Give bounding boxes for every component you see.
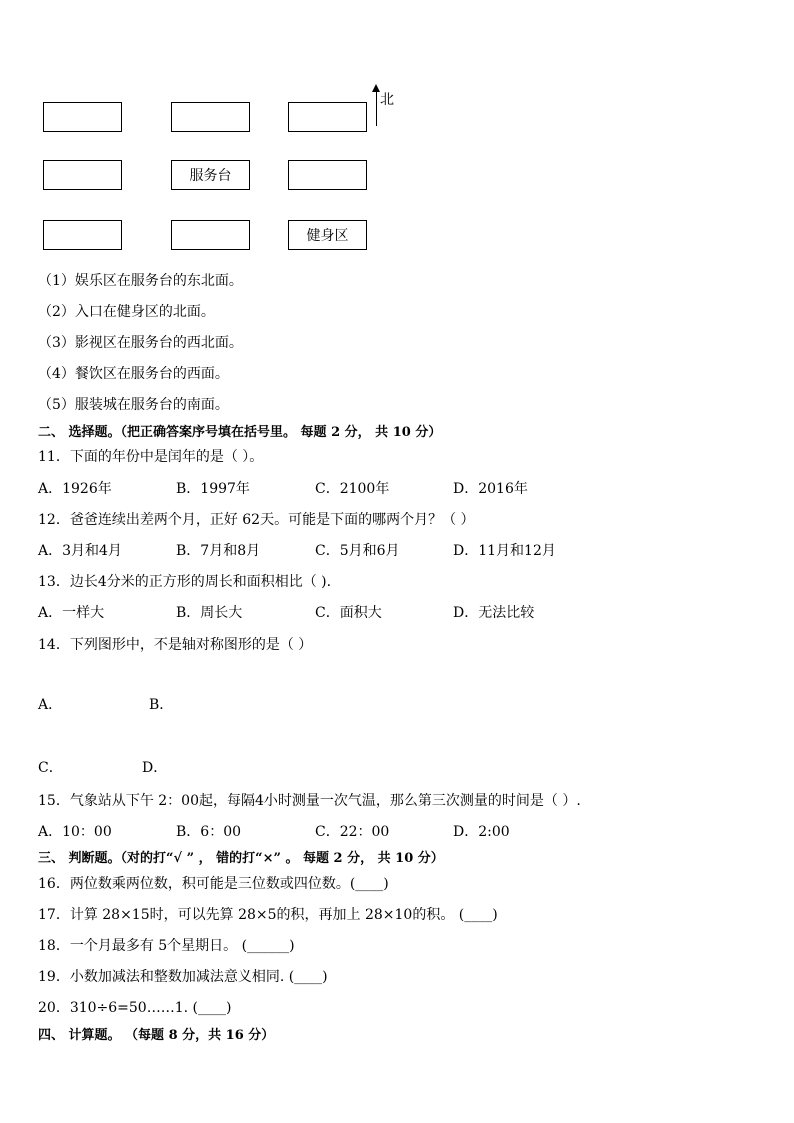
q15-option-a: A．10：00	[38, 824, 112, 840]
map-box-2	[171, 102, 250, 132]
q13-option-a: A．一样大	[38, 605, 105, 621]
judgment-16: 16．两位数乘两位数，积可能是三位数或四位数。(____)	[38, 876, 389, 892]
question-12: 12．爸爸连续出差两个月，正好 62天。可能是下面的哪两个月？（ ）	[38, 512, 475, 528]
q12-option-b: B．7月和8月	[176, 543, 261, 559]
q12-option-c: C．5月和6月	[315, 543, 400, 559]
q11-option-c: C．2100年	[315, 481, 390, 497]
q15-option-c: C．22：00	[315, 824, 390, 840]
q12-option-a: A．3月和4月	[38, 543, 122, 559]
q12-option-d: D．11月和12月	[453, 543, 556, 559]
q11-option-a: A．1926年	[38, 481, 112, 497]
q14-option-a: A．	[38, 697, 63, 713]
q15-option-d: D．2:00	[453, 824, 510, 840]
map-box-service-desk: 服务台	[171, 160, 250, 190]
q13-option-b: B．周长大	[176, 605, 243, 621]
question-11: 11．下面的年份中是闰年的是（ ）。	[38, 449, 264, 465]
statement-2: （2）入口在健身区的北面。	[38, 304, 215, 320]
q13-option-d: D．无法比较	[453, 605, 535, 621]
statement-4: （4）餐饮区在服务台的西面。	[38, 366, 229, 382]
map-box-7	[43, 220, 122, 250]
q11-option-d: D．2016年	[453, 481, 528, 497]
map-box-1	[43, 102, 122, 132]
q13-option-c: C．面积大	[315, 605, 382, 621]
map-box-6	[288, 160, 367, 190]
statement-5: （5）服装城在服务台的南面。	[38, 397, 229, 413]
judgment-19: 19．小数加减法和整数加减法意义相同. (____)	[38, 969, 328, 985]
map-box-3	[288, 102, 367, 132]
q14-option-b: B．	[149, 697, 174, 713]
q11-option-b: B．1997年	[176, 481, 250, 497]
q15-option-b: B．6：00	[176, 824, 242, 840]
question-13: 13．边长4分米的正方形的周长和面积相比（ ).	[38, 574, 332, 590]
map-box-gym: 健身区	[288, 220, 367, 250]
map-box-8	[171, 220, 250, 250]
statement-3: （3）影视区在服务台的西北面。	[38, 335, 243, 351]
north-arrow-shaft	[376, 86, 377, 126]
section-4-heading: 四、 计算题。 （每题 8 分，共 16 分）	[38, 1028, 275, 1043]
map-box-4	[43, 160, 122, 190]
judgment-17: 17．计算 28×15时，可以先算 28×5的积，再加上 28×10的积。 (____)	[38, 907, 498, 923]
statement-1: （1）娱乐区在服务台的东北面。	[38, 273, 243, 289]
question-15: 15．气象站从下午 2：00起，每隔4小时测量一次气温，那么第三次测量的时间是（ ）.	[38, 793, 581, 809]
q14-option-c: C．	[38, 760, 63, 776]
q14-option-d: D．	[142, 760, 168, 776]
judgment-18: 18．一个月最多有 5个星期日。 (______)	[38, 938, 295, 954]
judgment-20: 20．310÷6=50……1. (____)	[38, 1000, 232, 1016]
north-label: 北	[380, 92, 394, 108]
question-14: 14．下列图形中，不是轴对称图形的是（ ）	[38, 637, 313, 653]
section-2-heading: 二、 选择题。（把正确答案序号填在括号里。 每题 2 分， 共 10 分）	[38, 425, 442, 440]
section-3-heading: 三、 判断题。（对的打“√ ” ， 错的打“×” 。 每题 2 分， 共 10 分）	[38, 851, 444, 866]
